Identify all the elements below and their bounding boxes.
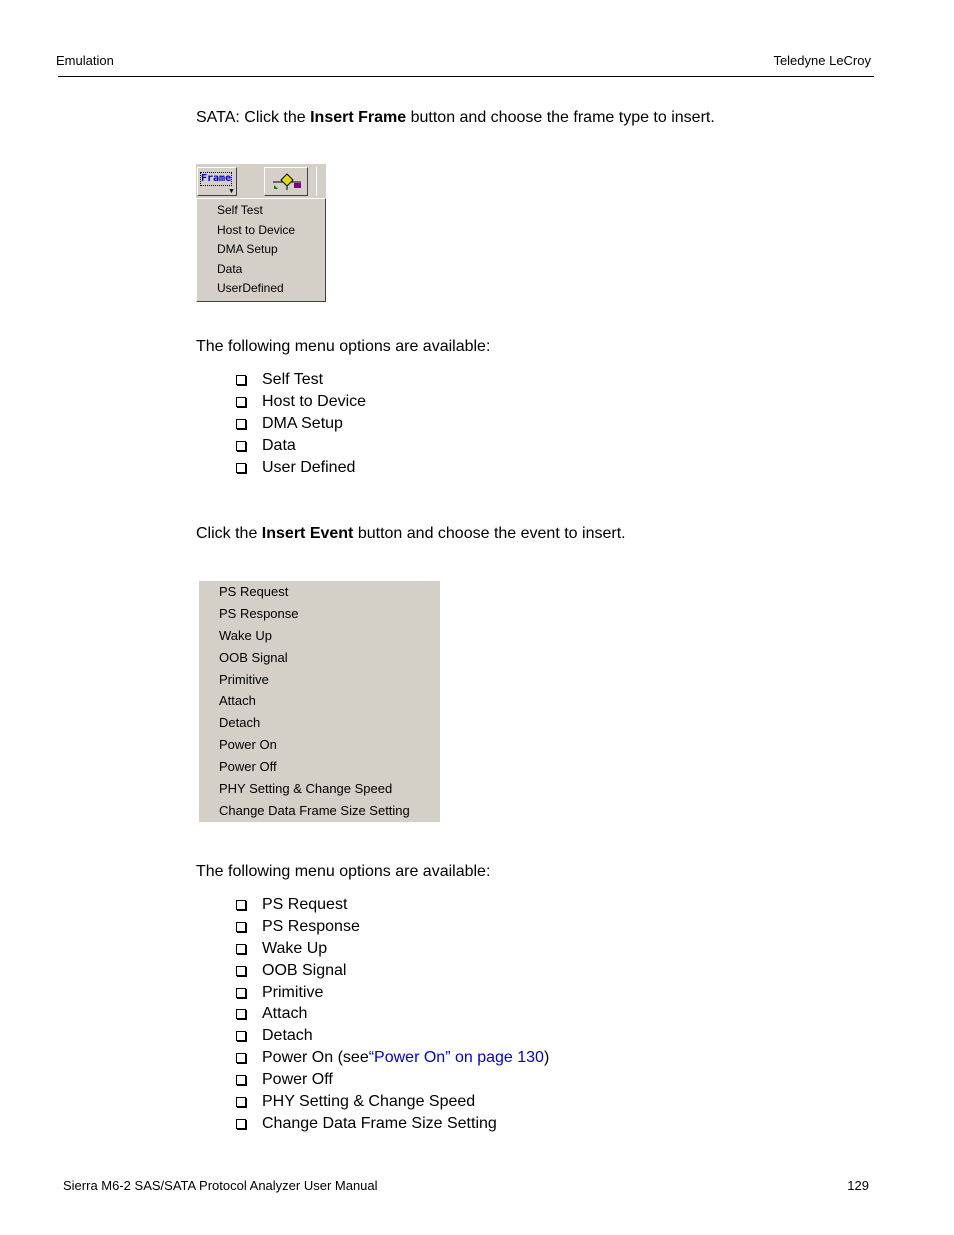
footer-manual-title: Sierra M6-2 SAS/SATA Protocol Analyzer User Manual	[63, 1178, 378, 1193]
list-item	[236, 457, 366, 479]
menu-item-phy-setting[interactable]: PHY Setting & Change Speed	[219, 781, 393, 797]
menu-item-dma-setup[interactable]: DMA Setup	[217, 242, 278, 257]
list-item-text: PS Response	[262, 917, 360, 935]
list-item-text: PS Request	[262, 896, 348, 913]
checkbox-bullet-icon	[236, 375, 246, 385]
insert-event-instruction	[196, 524, 626, 544]
insert-frame-emphasis: Insert Frame	[310, 109, 407, 126]
checkbox-bullet-icon	[236, 1075, 246, 1085]
list-item-text: OOB Signal	[262, 961, 347, 979]
checkbox-bullet-icon	[236, 966, 246, 976]
menu-item-host-to-device[interactable]: Host to Device	[217, 222, 296, 237]
menu-item-self-test[interactable]: Self Test	[217, 203, 263, 217]
checkbox-bullet-icon	[236, 397, 246, 407]
options-heading: The following menu options are available:	[196, 863, 491, 880]
options-heading: The following menu options are available:	[196, 338, 491, 355]
event-type-menu	[199, 581, 440, 822]
checkbox-bullet-icon	[236, 1031, 246, 1041]
menu-item-power-on[interactable]: Power On	[219, 737, 277, 753]
instruction-text: button and choose the frame type to insert.	[406, 109, 715, 126]
insert-frame-button[interactable]	[197, 167, 237, 196]
checkbox-bullet-icon	[236, 419, 246, 429]
checkbox-bullet-icon	[236, 441, 246, 451]
list-item	[236, 1113, 549, 1135]
list-item	[236, 938, 549, 960]
insert-event-button[interactable]	[264, 167, 308, 196]
insert-frame-screenshot	[196, 164, 326, 302]
list-item-text: Detach	[262, 1027, 313, 1045]
list-item-text: Self Test	[262, 371, 324, 388]
list-item	[236, 391, 366, 413]
list-item-text: Power On (see	[262, 1049, 369, 1067]
power-on-page-link[interactable]: “Power On” on page 130	[368, 1049, 544, 1067]
instruction-text: Click the	[196, 525, 262, 542]
menu-item-attach[interactable]: Attach	[219, 693, 256, 709]
dropdown-arrow-icon: ▼	[228, 188, 235, 195]
frame-button-label: Frame	[201, 173, 232, 184]
header-company-name: Teledyne LeCroy	[773, 53, 871, 68]
list-item	[236, 1091, 549, 1113]
list-item-text: Power Off	[262, 1071, 333, 1089]
menu-item-ps-request[interactable]: PS Request	[219, 584, 289, 599]
frame-type-menu	[196, 198, 326, 302]
menu-item-wake-up[interactable]: Wake Up	[219, 627, 272, 643]
list-item	[236, 1047, 549, 1069]
list-item-text: DMA Setup	[262, 414, 343, 432]
event-options-list	[236, 894, 549, 1135]
checkbox-bullet-icon	[236, 922, 246, 932]
list-item	[236, 894, 549, 916]
menu-item-power-off[interactable]: Power Off	[219, 759, 277, 775]
menu-item-oob-signal[interactable]: OOB Signal	[219, 649, 288, 665]
header-divider	[58, 76, 874, 77]
checkbox-bullet-icon	[236, 944, 246, 954]
list-item-text: User Defined	[262, 458, 356, 476]
checkbox-bullet-icon	[236, 1009, 246, 1019]
list-item	[236, 1025, 549, 1047]
menu-item-ps-response[interactable]: PS Response	[219, 605, 299, 621]
header-section-title: Emulation	[56, 53, 114, 68]
menu-item-data[interactable]: Data	[217, 261, 243, 276]
list-item-text: Data	[262, 436, 296, 454]
list-item	[236, 960, 549, 982]
menu-item-user-defined[interactable]: UserDefined	[217, 281, 284, 296]
checkbox-bullet-icon	[236, 1119, 246, 1129]
list-item	[236, 435, 366, 457]
footer-page-number: 129	[847, 1178, 869, 1193]
list-item-text: Wake Up	[262, 939, 328, 957]
list-item	[236, 413, 366, 435]
list-item-text: )	[543, 1049, 550, 1067]
list-item	[236, 1069, 549, 1091]
list-item-text: Attach	[262, 1005, 308, 1023]
frame-options-list	[236, 369, 366, 478]
menu-item-primitive[interactable]: Primitive	[219, 671, 269, 687]
list-item-text: Primitive	[262, 983, 324, 1001]
list-item	[236, 369, 366, 391]
checkbox-bullet-icon	[236, 463, 246, 473]
checkbox-bullet-icon	[236, 988, 246, 998]
checkbox-bullet-icon	[236, 1053, 246, 1063]
menu-item-detach[interactable]: Detach	[219, 715, 261, 731]
toolbar-edge	[316, 167, 325, 196]
list-item	[236, 982, 549, 1004]
checkbox-bullet-icon	[236, 900, 246, 910]
insert-frame-instruction	[196, 108, 715, 128]
list-item-text: PHY Setting & Change Speed	[262, 1093, 476, 1111]
instruction-text: SATA: Click the	[196, 109, 311, 126]
list-item	[236, 916, 549, 938]
menu-item-change-frame-size[interactable]: Change Data Frame Size Setting	[219, 802, 410, 818]
list-item-text: Change Data Frame Size Setting	[262, 1114, 497, 1132]
insert-event-emphasis: Insert Event	[261, 525, 354, 542]
list-item-text: Host to Device	[262, 392, 367, 410]
list-item	[236, 1003, 549, 1025]
instruction-text: button and choose the event to insert.	[353, 525, 626, 542]
event-flow-icon	[271, 173, 303, 191]
checkbox-bullet-icon	[236, 1097, 246, 1107]
